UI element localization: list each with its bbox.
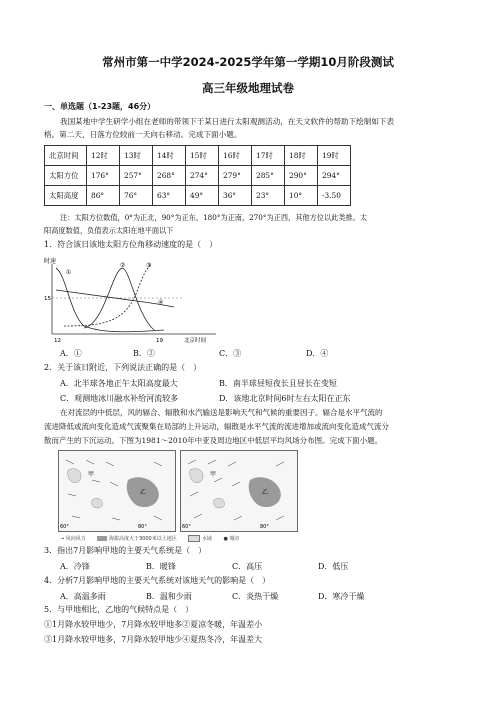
- q3-option-a[interactable]: A．冷锋: [60, 562, 90, 571]
- exam-subtitle: 高三年级地理试卷: [202, 81, 294, 95]
- table-cell: 279°: [219, 166, 252, 186]
- table-cell: 10°: [285, 186, 318, 206]
- table-row: [45, 146, 351, 166]
- legend-city-icon: ●: [223, 536, 228, 542]
- q3-stem: 3．指出7月影响甲地的主要天气系统是（ ）: [44, 546, 207, 555]
- map-lon-label: 80°: [260, 524, 269, 530]
- map-lon-label: 80°: [138, 524, 147, 530]
- passage2-line3: 散而产生的下沉运动。下图为1981～2010年中亚及周边地区中低层平均风场分布图。完成下面小题。: [44, 436, 383, 445]
- table-cell: 257°: [120, 166, 153, 186]
- intro-line1: 我国某地中学生研学小组在老师的带领下于某日进行太阳观测活动，在天文软件的帮助下绘制如下表: [60, 117, 395, 126]
- table-cell: 49°: [186, 186, 219, 206]
- q1-option-d[interactable]: D．④: [306, 349, 329, 358]
- q1-option-b[interactable]: B．②: [133, 349, 155, 358]
- q4-option-a[interactable]: A．高温多雨: [60, 592, 106, 601]
- table-cell: 15时: [186, 146, 219, 166]
- map-legend: [60, 534, 240, 544]
- table-cell: 12时: [87, 146, 120, 166]
- note-line2: 阳高度数值，负值表示太阳在地平面以下: [44, 226, 174, 235]
- table-cell: 294°: [318, 166, 351, 186]
- table-cell: 176°: [87, 166, 120, 186]
- q5-stem: 5．与甲地相比，乙地的气候特点是（ ）: [44, 605, 194, 614]
- table-row: [45, 166, 351, 186]
- curve-label-4: ④: [158, 299, 164, 306]
- chart-x-label: 北京时间: [184, 338, 207, 344]
- map-label-jia: 甲: [210, 471, 217, 478]
- water-body: [214, 498, 225, 508]
- legend-water-swatch: [188, 535, 200, 542]
- passage2-line1: 在对流层的中低层，风的辐合、辐散和水汽输送是影响天气和气候的重要因子。辐合是水平气流的: [60, 408, 383, 417]
- chart-y-tick: 15: [44, 296, 51, 302]
- sun-observation-table: [44, 145, 351, 206]
- legend-arrow-icon: →: [60, 536, 65, 542]
- q1-stem: 1．符合该日该地太阳方位角移动速度的是（ ）: [44, 240, 218, 249]
- legend-highland-swatch: [97, 536, 107, 541]
- curve-label-3: ③: [146, 262, 152, 269]
- table-cell: 36°: [219, 186, 252, 206]
- table-cell: 285°: [252, 166, 285, 186]
- passage2-line2: 流进降低或流向变化造成气流聚集在局部的上升运动，辐散是水平气流的流进增加或流向变化造成气流分: [44, 422, 389, 431]
- curve-label-1: ①: [66, 269, 72, 276]
- wind-field-map-january: [58, 450, 176, 532]
- table-cell: 63°: [153, 186, 186, 206]
- table-cell: 86°: [87, 186, 120, 206]
- sun-speed-chart: [44, 254, 224, 346]
- table-cell: 北京时间: [45, 146, 87, 166]
- curve-4: [56, 290, 174, 307]
- table-cell: 14时: [153, 146, 186, 166]
- table-cell: 76°: [120, 186, 153, 206]
- table-row: [45, 186, 351, 206]
- legend-city: 城市: [229, 536, 240, 542]
- map-lon-label: 60°: [182, 524, 191, 530]
- q1-option-c[interactable]: C．③: [219, 349, 242, 358]
- q1-option-a[interactable]: A．①: [60, 349, 82, 358]
- table-cell: -3.50: [318, 186, 351, 206]
- table-cell: 18时: [285, 146, 318, 166]
- q3-option-c[interactable]: C．高压: [232, 562, 263, 571]
- table-cell: 19时: [318, 146, 351, 166]
- q5-choices-line1: ①1月降水较甲地少，7月降水较甲地多②夏凉冬暖，年温差小: [44, 620, 263, 629]
- chart-x-tick-start: 12: [54, 338, 61, 344]
- water-body: [92, 498, 103, 508]
- wind-field-map-july: [180, 450, 298, 532]
- section-heading: 一、单选题（1-23题，46分）: [44, 102, 156, 111]
- table-cell: 290°: [285, 166, 318, 186]
- curve-label-2: ②: [120, 262, 126, 269]
- map-label-jia: 甲: [88, 471, 95, 478]
- chart-y-label: 时速: [44, 258, 57, 265]
- table-cell: 17时: [252, 146, 285, 166]
- q2-stem: 2．关于该日附近，下列说法正确的是（ ）: [44, 363, 202, 372]
- q3-option-b[interactable]: B．暖锋: [146, 562, 176, 571]
- q4-option-c[interactable]: C．炎热干燥: [232, 592, 279, 601]
- table-cell: 274°: [186, 166, 219, 186]
- table-cell: 16时: [219, 146, 252, 166]
- q2-option-b[interactable]: B．南半球昼短夜长且昼长在变短: [219, 379, 337, 388]
- chart-x-tick-end: 19: [156, 338, 163, 344]
- curve-2: [84, 268, 154, 330]
- q5-choices-line2: ③1月降水较甲地多，7月降水较甲地少④夏热冬冷，年温差大: [44, 635, 263, 644]
- q3-option-d[interactable]: D．低压: [318, 562, 349, 571]
- q2-option-a[interactable]: A．北半球各地正午太阳高度最大: [60, 379, 178, 388]
- legend-wind: 风向风力: [65, 536, 86, 542]
- q2-option-d[interactable]: D．该地北京时间6时左右太阳在正东: [219, 394, 351, 403]
- map-label-yi: 乙: [140, 489, 147, 496]
- exam-title: 常州市第一中学2024-2025学年第一学期10月阶段测试: [102, 55, 394, 69]
- table-cell: 23°: [252, 186, 285, 206]
- table-cell: 13时: [120, 146, 153, 166]
- q4-stem: 4．分析7月影响甲地的主要天气系统对该地天气的影响是（ ）: [44, 576, 271, 585]
- legend-water: 水域: [201, 536, 212, 542]
- q4-option-d[interactable]: D．寒冷干燥: [318, 592, 365, 601]
- table-cell: 268°: [153, 166, 186, 186]
- table-cell: 太阳高度: [45, 186, 87, 206]
- table-cell: 太阳方位: [45, 166, 87, 186]
- note-line1: 注：太阳方位数值，0°为正北，90°为正东，180°为正南，270°为正西，其他方位以此类推。太: [60, 213, 368, 222]
- map-lon-label: 60°: [60, 524, 69, 530]
- q2-option-c[interactable]: C．观测地冰川融水补给河流较多: [60, 394, 179, 403]
- intro-line2: 格。第二天，日落方位较前一天向右移动。完成下面小题。: [44, 130, 242, 139]
- q4-option-b[interactable]: B．温和少雨: [146, 592, 192, 601]
- map-label-yi: 乙: [262, 489, 269, 496]
- legend-highland: 海拔高度大于3000米以上地区: [109, 536, 177, 542]
